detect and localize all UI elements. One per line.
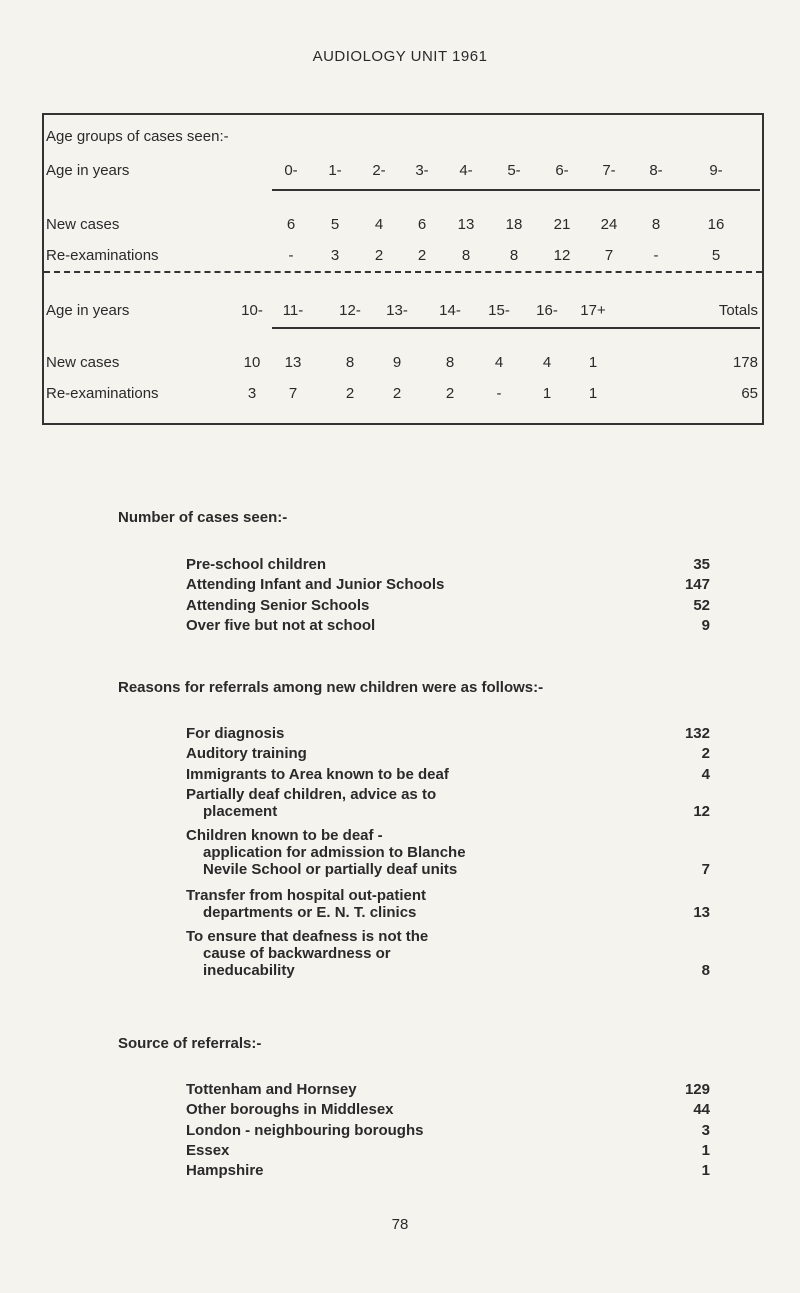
table-cell: 1-	[328, 162, 342, 179]
table-cell: 5	[330, 216, 340, 233]
table-cell: 15-	[488, 302, 510, 319]
table-cell: 4	[374, 216, 384, 233]
item-value: 2	[701, 745, 710, 763]
table-cell: 17+	[580, 302, 606, 319]
item-value: 147	[684, 576, 710, 594]
list-item	[186, 1162, 710, 1179]
table-cell: 6	[286, 216, 296, 233]
table-cell: 16-	[536, 302, 558, 319]
cases-seen-heading: Number of cases seen:-	[118, 509, 288, 526]
item-label: ineducability	[203, 962, 295, 979]
item-label: Partially deaf children, advice as to	[186, 785, 437, 803]
table-cell: 18	[505, 216, 523, 233]
table-cell: 13	[284, 354, 302, 371]
list-item	[186, 827, 710, 878]
table-cell: 21	[553, 216, 571, 233]
table-cell: 12-	[339, 302, 361, 319]
item-value: 132	[684, 725, 710, 742]
item-label: Transfer from hospital out-patient	[186, 887, 427, 905]
item-label: Attending Senior Schools	[186, 596, 370, 614]
table-cell: 8	[651, 216, 661, 233]
list-item	[186, 745, 710, 762]
age-header-row	[44, 302, 762, 322]
header-rule	[272, 189, 760, 191]
referral-reasons-heading: Reasons for referrals among new children were as follows:-	[118, 679, 544, 696]
total-cell: Totals	[718, 302, 758, 319]
table-cell: 1	[542, 385, 552, 402]
list-item	[186, 1081, 710, 1098]
total-cell: 65	[741, 385, 758, 402]
list-item	[186, 556, 710, 573]
table-cell: 6	[417, 216, 427, 233]
table-cell: 2	[445, 385, 455, 402]
item-label: Nevile School or partially deaf units	[203, 860, 458, 878]
table-cell: 24	[600, 216, 618, 233]
item-value: 9	[701, 616, 710, 634]
item-value: 1	[701, 1141, 710, 1159]
table-cell: 2	[392, 385, 402, 402]
item-label: Tottenham and Hornsey	[186, 1081, 357, 1098]
item-label: To ensure that deafness is not the	[186, 928, 429, 945]
list-item	[186, 1101, 710, 1118]
item-label: London - neighbouring boroughs	[186, 1121, 424, 1139]
table-cell: 10-	[241, 302, 263, 319]
item-value: 44	[693, 1101, 710, 1119]
table-cell: -	[496, 385, 502, 402]
item-label: Children known to be deaf -	[186, 826, 383, 844]
table-cell: 0-	[284, 162, 298, 179]
row-label: Re-examinations	[46, 385, 159, 402]
table-cell: 5-	[507, 162, 521, 179]
page-number: 78	[391, 1216, 409, 1233]
table-cell: 8-	[649, 162, 663, 179]
list-item	[186, 766, 710, 783]
item-value: 4	[701, 765, 710, 783]
table-cell: 16	[707, 216, 725, 233]
table-cell: 3	[247, 385, 257, 402]
table-row	[44, 354, 762, 374]
table-cell: -	[653, 247, 659, 264]
referral-sources-heading: Source of referrals:-	[118, 1035, 262, 1052]
table-cell: 7	[604, 247, 614, 264]
table-cell: 1	[588, 385, 598, 402]
table-cell: 12	[553, 247, 571, 264]
item-value: 12	[693, 802, 710, 820]
table-cell: 7-	[602, 162, 616, 179]
item-label: cause of backwardness or	[203, 945, 391, 962]
row-label: New cases	[46, 216, 120, 233]
table-cell: 8	[509, 247, 519, 264]
table-cell: 2	[345, 385, 355, 402]
item-value: 3	[701, 1121, 710, 1139]
list-item	[186, 597, 710, 614]
list-item	[186, 725, 710, 742]
header-rule	[272, 327, 760, 329]
table-cell: 8	[445, 354, 455, 371]
list-item	[186, 928, 710, 979]
table-cell: 2-	[372, 162, 386, 179]
list-item	[186, 1142, 710, 1159]
table-cell: 13	[457, 216, 475, 233]
table-caption: Age groups of cases seen:-	[46, 128, 229, 145]
table-cell: 11-	[282, 302, 304, 319]
table-cell: 13-	[386, 302, 408, 319]
dashed-divider	[44, 271, 762, 273]
item-value: 13	[693, 904, 710, 922]
item-value: 129	[684, 1081, 710, 1098]
table-cell: 4-	[459, 162, 473, 179]
row-label: Age in years	[46, 162, 130, 179]
table-cell: 2	[374, 247, 384, 264]
table-cell: 9	[392, 354, 402, 371]
item-label: Over five but not at school	[186, 616, 376, 634]
table-row	[44, 247, 762, 267]
list-item	[186, 786, 710, 820]
item-label: application for admission to Blanche	[203, 843, 466, 861]
list-item	[186, 887, 710, 921]
row-label: Re-examinations	[46, 247, 159, 264]
table-row	[44, 216, 762, 236]
table-cell: 9-	[709, 162, 723, 179]
table-cell: 6-	[555, 162, 569, 179]
item-label: Hampshire	[186, 1162, 264, 1180]
table-cell: 8	[345, 354, 355, 371]
item-label: placement	[203, 802, 278, 820]
item-value: 52	[693, 596, 710, 614]
table-cell: 10	[243, 354, 261, 371]
table-cell: 3	[330, 247, 340, 264]
row-label: Age in years	[46, 302, 130, 319]
item-value: 35	[693, 556, 710, 573]
page-title: AUDIOLOGY UNIT 1961	[312, 48, 488, 65]
list-item	[186, 576, 710, 593]
age-header-row	[44, 162, 762, 182]
table-cell: 4	[542, 354, 552, 371]
table-row	[44, 385, 762, 405]
item-label: Immigrants to Area known to be deaf	[186, 765, 449, 783]
row-label: New cases	[46, 354, 120, 371]
item-value: 8	[701, 962, 710, 979]
table-cell: -	[288, 247, 294, 264]
table-cell: 7	[288, 385, 298, 402]
item-label: Auditory training	[186, 745, 307, 763]
table-cell: 1	[588, 354, 598, 371]
table-cell: 8	[461, 247, 471, 264]
item-value: 1	[701, 1162, 710, 1180]
table-cell: 3-	[415, 162, 429, 179]
item-label: Pre-school children	[186, 556, 327, 573]
item-label: Essex	[186, 1141, 230, 1159]
item-label: departments or E. N. T. clinics	[203, 904, 417, 922]
item-label: For diagnosis	[186, 725, 285, 742]
table-cell: 4	[494, 354, 504, 371]
age-groups-table	[42, 113, 764, 425]
item-label: Attending Infant and Junior Schools	[186, 576, 445, 594]
table-cell: 14-	[439, 302, 461, 319]
item-label: Other boroughs in Middlesex	[186, 1101, 394, 1119]
item-value: 7	[701, 860, 710, 878]
list-item	[186, 1122, 710, 1139]
table-cell: 2	[417, 247, 427, 264]
list-item	[186, 617, 710, 634]
total-cell: 178	[732, 354, 758, 371]
table-cell: 5	[711, 247, 721, 264]
